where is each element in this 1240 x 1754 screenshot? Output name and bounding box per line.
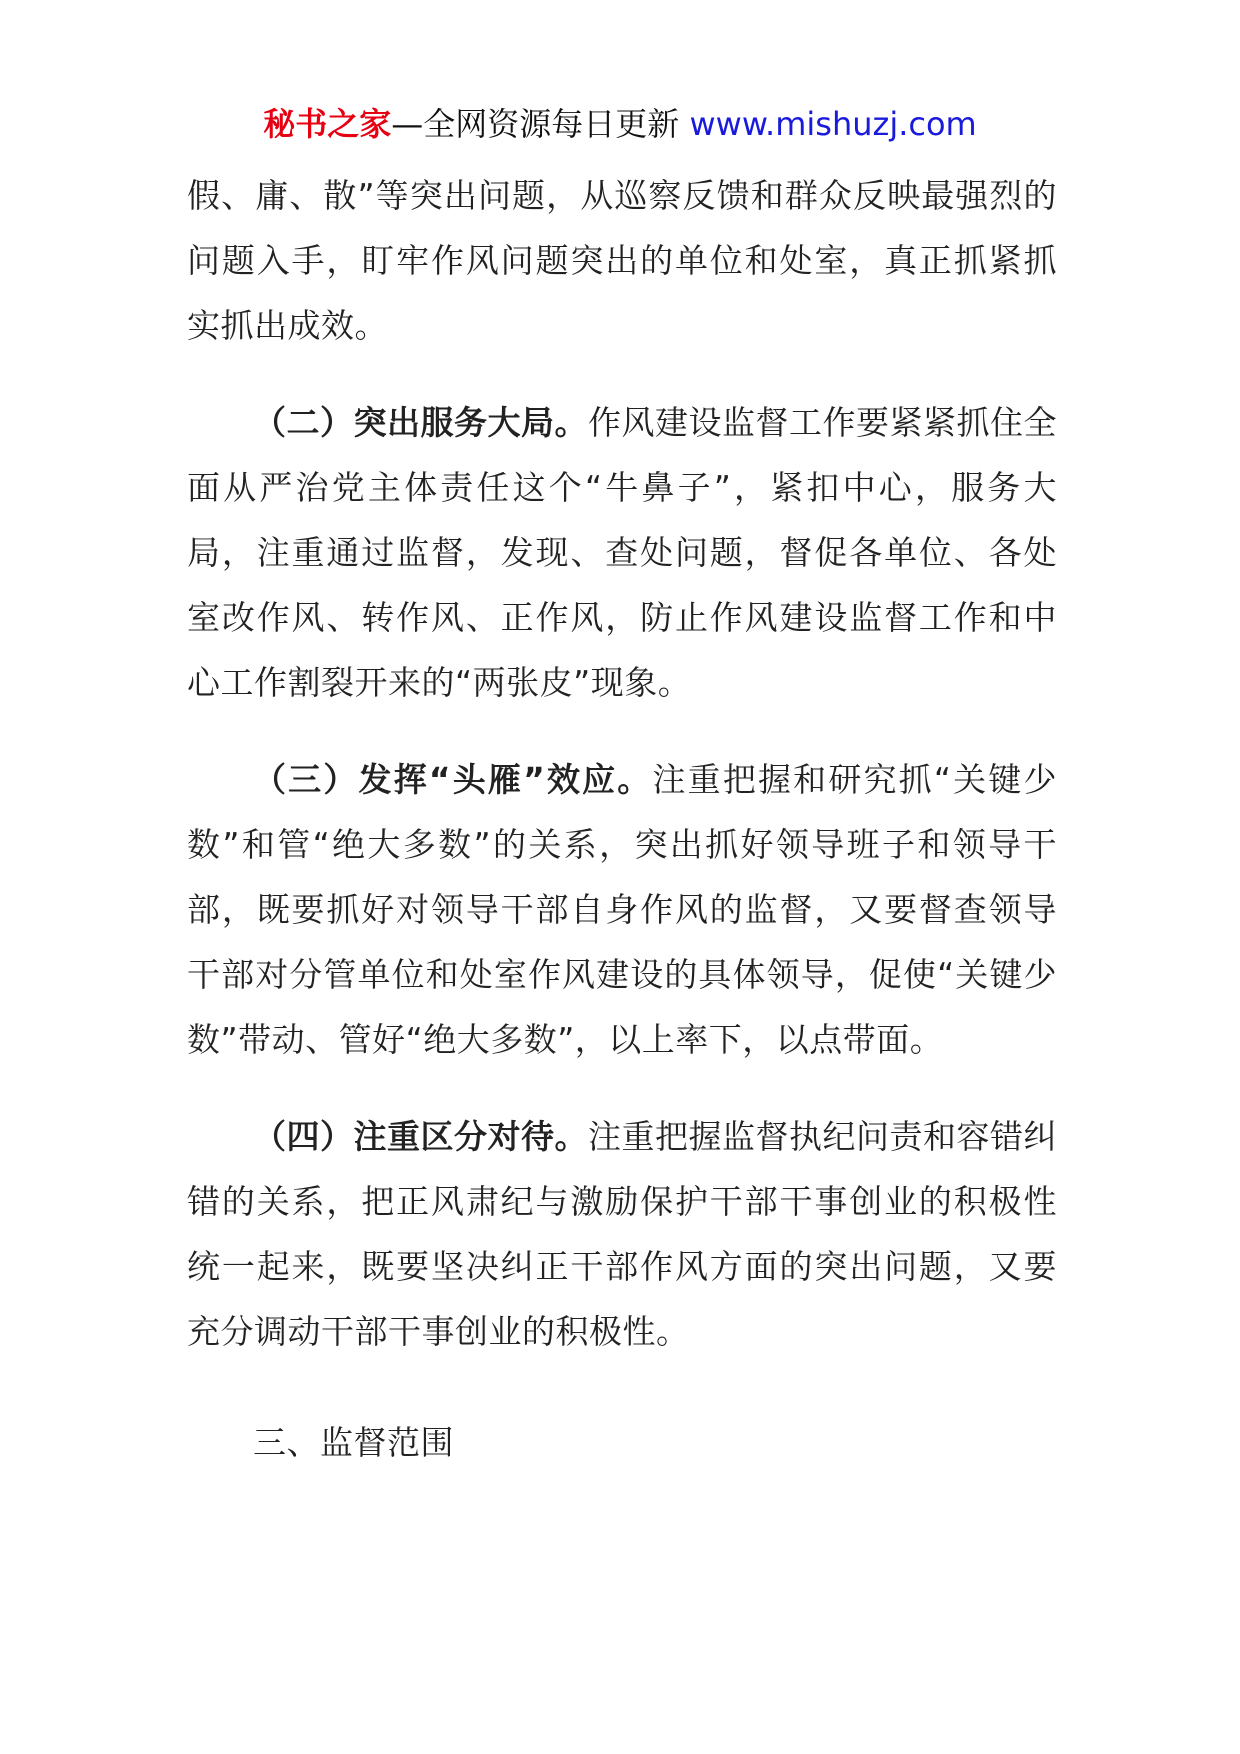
section-heading: 三、监督范围 (253, 1423, 454, 1462)
paragraph-lead: （二）突出服务大局。 (253, 403, 588, 442)
paragraph-lead-goose (187, 747, 1057, 1072)
brand-name: 秘书之家 (263, 105, 392, 143)
paragraph-continuation (187, 163, 1057, 358)
site-url-link[interactable]: www.mishuzj.com (689, 105, 977, 143)
paragraph-text: 作风建设监督工作要紧紧抓住全面从严治党主体责任这个“牛鼻子”，紧扣中心，服务大局，注重通过监督，发现、查处问题，督促各单位、各处室改作风、转作风、正作风，防止作风建设监督工作和中心工作割裂开来的“两张皮”现象。 (187, 403, 1057, 702)
paragraph-differentiated (187, 1104, 1057, 1364)
paragraph-lead: （三）发挥“头雁”效应。 (253, 760, 653, 799)
paragraph-text: 假、庸、散”等突出问题，从巡察反馈和群众反映最强烈的问题入手，盯牢作风问题突出的单位和处室，真正抓紧抓实抓出成效。 (187, 176, 1057, 345)
paragraph-text: 注重把握监督执纪问责和容错纠错的关系，把正风肃纪与激励保护干部干事创业的积极性统一起来，既要坚决纠正干部作风方面的突出问题，又要充分调动干部干事创业的积极性。 (187, 1117, 1057, 1351)
paragraph-text: 注重把握和研究抓“关键少数”和管“绝大多数”的关系，突出抓好领导班子和领导干部，既要抓好对领导干部自身作风的监督，又要督查领导干部对分管单位和处室作风建设的具体领导，促使“关键少数”带动、管好“绝大多数”，以上率下，以点带面。 (187, 760, 1057, 1059)
paragraph-serve-overall (187, 390, 1057, 715)
paragraph-lead: （四）注重区分对待。 (253, 1117, 588, 1156)
header-tagline: —全网资源每日更新 (391, 105, 680, 143)
document-body (187, 163, 1057, 1475)
site-header (0, 100, 1240, 148)
